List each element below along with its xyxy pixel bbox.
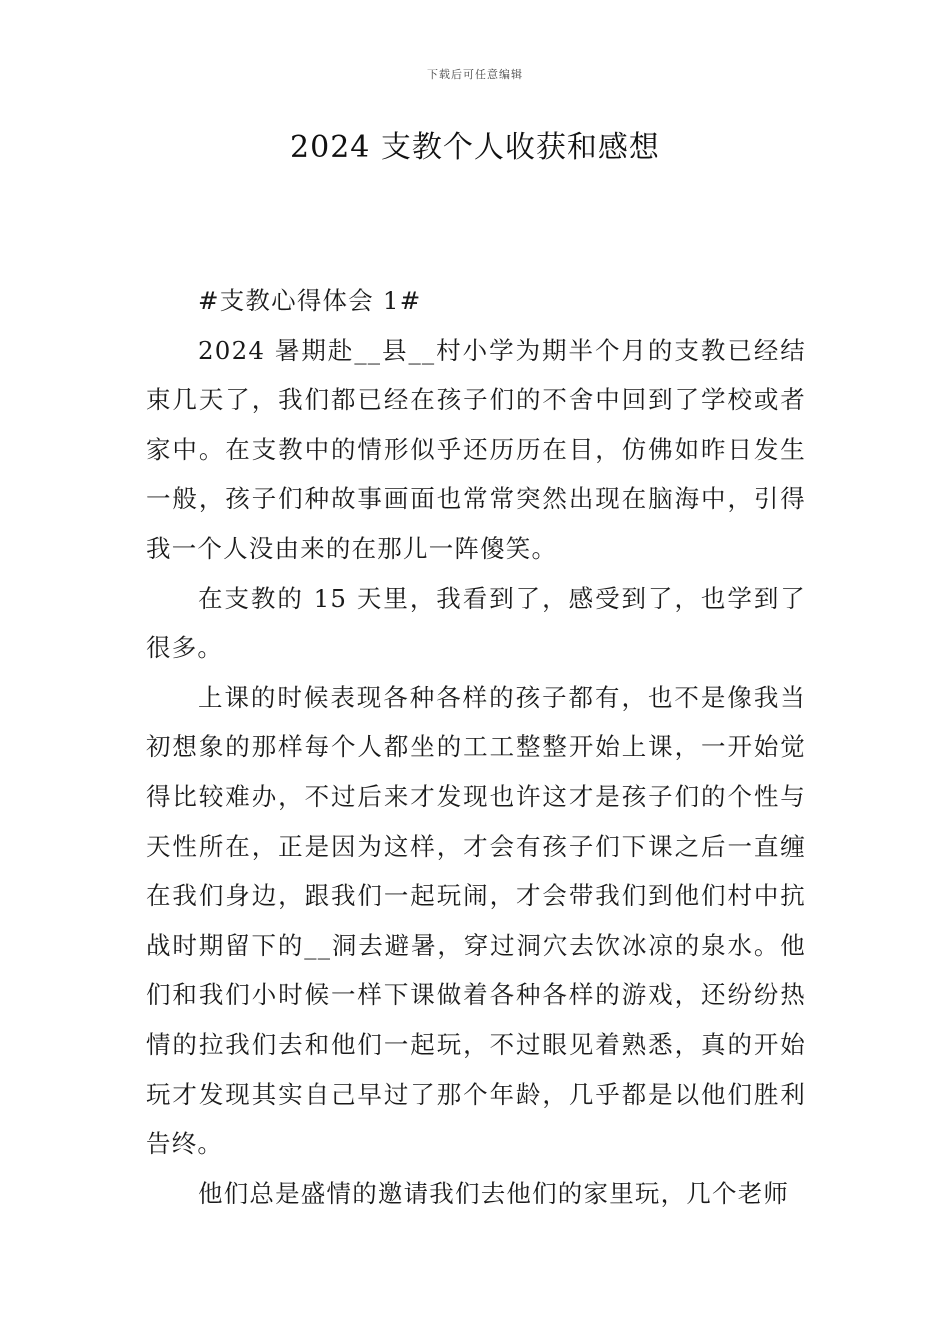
header-note: 下载后可任意编辑 — [427, 68, 523, 81]
section-heading: #支教心得体会 1# — [198, 286, 422, 315]
paragraph-3: 上课的时候表现各种各样的孩子都有，也不是像我当初想象的那样每个人都坐的工工整整开始上课，一开始觉得比较难办，不过后来才发现也许这才是孩子们的个性与天性所在，正是因为这样，才会有孩子们下课之后一直缠在我们身边，跟我们一起玩闹，才会带我们到他们村中抗战时期留下的__洞去避暑，穿过洞穴去饮冰凉的泉水。他们和我们小时候一样下课做着各种各样的游戏，还纷纷热情的拉我们去和他们一起玩，不过眼见着熟悉，真的开始玩才发现其实自己早过了那个年龄，几乎都是以他们胜利告终。 — [146, 682, 806, 1159]
document-title: 2024 支教个人收获和感想 — [290, 130, 660, 165]
paragraph-1: 2024 暑期赴__县__村小学为期半个月的支教已经结束几天了，我们都已经在孩子们的不舍中回到了学校或者家中。在支教中的情形似乎还历历在目，仿佛如昨日发生一般，孩子们种故事画面也常常突然出现在脑海中，引得我一个人没由来的在那儿一阵傻笑。 — [146, 335, 806, 563]
document-body — [146, 276, 806, 1218]
paragraph-2: 在支教的 15 天里，我看到了，感受到了，也学到了很多。 — [146, 583, 806, 663]
paragraph-4: 他们总是盛情的邀请我们去他们的家里玩，几个老师 — [198, 1178, 790, 1208]
